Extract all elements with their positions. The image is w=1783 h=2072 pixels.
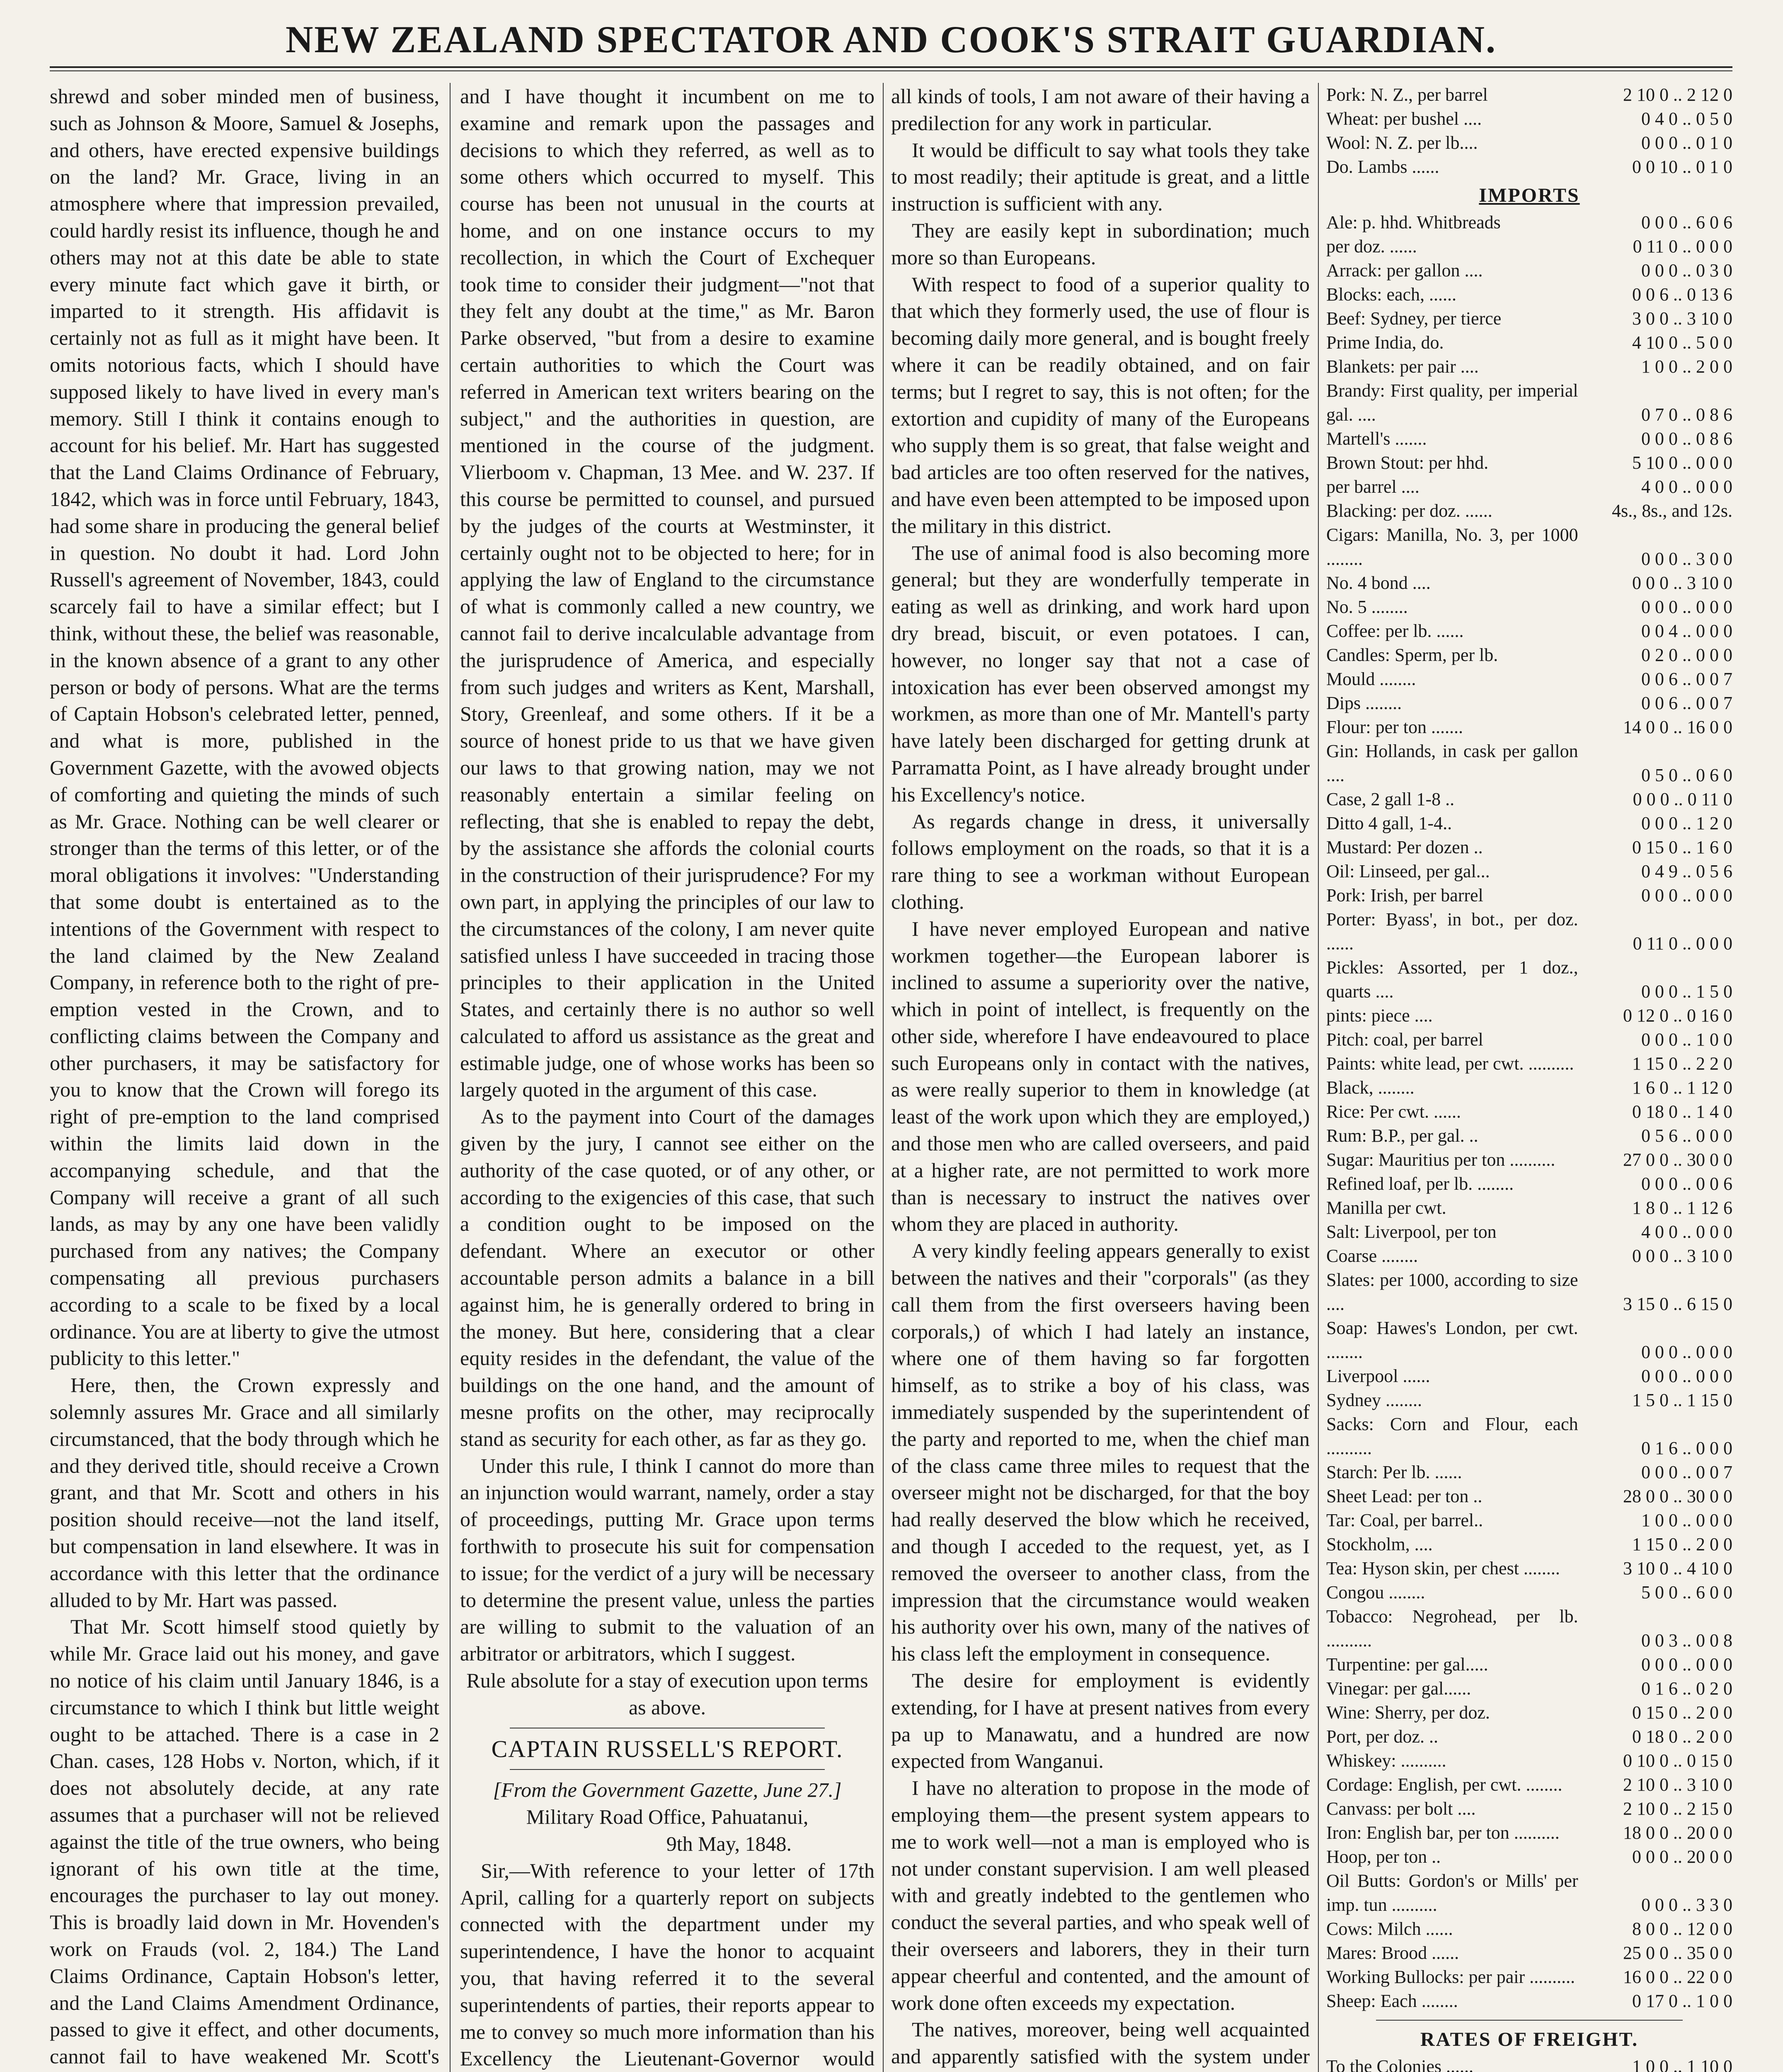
price-value: 5 10 0 .. 0 0 0 [1632, 453, 1732, 473]
price-row [1326, 1244, 1732, 1268]
price-value: 0 0 6 .. 0 0 7 [1641, 693, 1732, 713]
price-item: Soap: Hawes's London, per cwt. ........ [1326, 1318, 1578, 1362]
paragraph: That Mr. Scott himself stood quietly by while Mr. Grace laid out his money, and gave no notice of his claim until January 1846, is a circumstance to which I think but little weight ought to be attached. There is a case in 2 Chan. cases, 128 Hobs v. Norton, which, if it does not absolutely decide, at any rate assumes that a purchaser will not be relieved against the title of the true owners, who being ignorant of his own title at the time, encourages the purchaser to lay out money. This is broadly laid down in Mr. Hovenden's work on Frauds (vol. 2, 184.) The Land Claims Ordinance, Captain Hobson's letter, and the Land Claims Amendment Ordinance, passed to give it effect, and other documents, cannot fail to have weakened Mr. Scott's [50, 1615, 439, 2068]
price-item: Wool: N. Z. per lb.... [1326, 133, 1478, 153]
price-row [1326, 787, 1732, 811]
price-item: Mustard: Per dozen .. [1326, 837, 1483, 857]
price-row [1326, 884, 1732, 908]
price-row [1326, 499, 1732, 523]
price-value: 0 4 0 .. 0 5 0 [1641, 109, 1732, 129]
paragraph: Here, then, the Crown expressly and solemnly assures Mr. Grace and all similarly circumstanced, that the body through which he and they derived title, should receive a Crown grant, and that Mr. Scott and others in his position should receive—not the land itself, but compensation in land elsewhere. It was in accordance with this letter that the ordinance alluded to by Mr. Hart was passed. [50, 1373, 439, 1612]
price-value: 0 0 0 .. 0 8 6 [1641, 428, 1732, 449]
price-row [1326, 1148, 1732, 1172]
price-row [1326, 107, 1732, 131]
price-item: Ditto 4 gall, 1-4.. [1326, 813, 1452, 833]
price-row [1326, 595, 1732, 619]
price-row [1326, 667, 1732, 691]
price-row [1326, 1581, 1732, 1605]
price-item: Cigars: Manilla, No. 3, per 1000 ........ [1326, 525, 1578, 569]
price-item: Prime India, do. [1326, 332, 1444, 353]
price-row [1326, 1196, 1732, 1220]
paragraph: Under this rule, I think I cannot do more than an injunction would warrant, namely, order a stay of proceedings, putting Mr. Grace upon terms forthwith to prosecute his suit for compensation to issue; for the verdict of a jury will be necessary to determine the present value, unless the parties are willing to submit to the valuation of an arbitrator or arbitrators, which I suggest. [460, 1454, 875, 1665]
price-value: 2 10 0 .. 2 15 0 [1623, 1798, 1732, 1819]
price-value: 0 1 6 .. 0 0 0 [1641, 1438, 1732, 1458]
price-item: Blocks: each, ...... [1326, 284, 1457, 305]
price-item: No. 4 bond .... [1326, 573, 1431, 593]
price-value: 0 17 0 .. 1 0 0 [1632, 1991, 1732, 2011]
column-4 [1326, 83, 1732, 2072]
price-item: Liverpool ...... [1326, 1366, 1430, 1386]
price-row [1326, 1917, 1732, 1941]
price-item: Tobacco: Negrohead, per lb. .......... [1326, 1606, 1578, 1651]
paragraph: The use of animal food is also becoming more general; but they are wonderfully temperate in eating as well as drinking, and work hard upon dry bread, biscuit, or even potatoes. I can, however, no longer say that not a case of intoxication has ever been observed amongst my workmen, as more than one of Mr. Mantell's party have lately been discharged for getting drunk at Parramatta Point, as I have already brought under his Excellency's notice. [891, 541, 1310, 806]
price-value: 0 0 6 .. 0 13 6 [1632, 284, 1732, 305]
price-value: 2 10 0 .. 2 12 0 [1623, 85, 1732, 105]
price-row [1326, 331, 1732, 355]
price-item: Gin: Hollands, in cask per gallon .... [1326, 741, 1578, 785]
price-value: 4 10 0 .. 5 0 0 [1632, 332, 1732, 353]
price-row [1326, 235, 1732, 259]
price-value: 1 8 0 .. 1 12 6 [1632, 1198, 1732, 1218]
price-row [1326, 1388, 1732, 1412]
masthead: NEW ZEALAND SPECTATOR AND COOK'S STRAIT GUARDIAN. [50, 12, 1732, 68]
price-item: Port, per doz. .. [1326, 1726, 1439, 1747]
price-row [1326, 1412, 1732, 1460]
price-row [1326, 1316, 1732, 1364]
price-item: Dips ........ [1326, 693, 1402, 713]
price-value: 0 0 0 .. 0 0 0 [1641, 1366, 1732, 1386]
price-row [1326, 1941, 1732, 1965]
price-value: 0 1 6 .. 0 2 0 [1641, 1678, 1732, 1699]
report-office: Military Road Office, Pahuatanui, [526, 1805, 809, 1829]
price-row [1326, 307, 1732, 331]
column-divider [450, 83, 451, 2072]
paragraph: Sir,—With reference to your letter of 17th April, calling for a quarterly report on subjects connected with the department under my superintendence, I have the honor to acquaint you, that having referred it to the several superintendents of parties, their reports appear to me to convey so much more information than his Excellency the Lieutenant-Governor would [460, 1859, 875, 2070]
price-row [1326, 691, 1732, 715]
price-item: Working Bullocks: per pair .......... [1326, 1967, 1575, 1987]
price-item: Brandy: First quality, per imperial gal. .... [1326, 380, 1578, 425]
price-row [1326, 908, 1732, 956]
price-item: Blankets: per pair .... [1326, 356, 1479, 377]
price-row [1326, 1605, 1732, 1653]
price-row [1326, 283, 1732, 307]
price-item: Wheat: per bushel .... [1326, 109, 1482, 129]
price-item: Beef: Sydney, per tierce [1326, 308, 1502, 329]
price-value: 0 0 0 .. 0 3 0 [1641, 260, 1732, 281]
price-item: Sugar: Mauritius per ton .......... [1326, 1150, 1555, 1170]
price-value: 0 0 10 .. 0 1 0 [1632, 157, 1732, 177]
price-item: Candles: Sperm, per lb. [1326, 645, 1498, 665]
price-row [1326, 811, 1732, 835]
imports-title: IMPORTS [1479, 184, 1580, 206]
price-value: 0 0 0 .. 3 3 0 [1641, 1895, 1732, 1915]
price-item: Black, ........ [1326, 1077, 1415, 1098]
price-value: 0 11 0 .. 0 0 0 [1633, 236, 1732, 257]
paragraph: I have no alteration to propose in the mode of employing them—the present system appears to me to work well—not a man is employed who is not under constant supervision. I am well pleased with and greatly indebted to the gentlemen who conduct the several parties, and who speak well of their overseers and laborers, they in their turn appear cheerful and contented, and the amount of work done often exceeds my expectation. [891, 1776, 1310, 2014]
price-row [1326, 1869, 1732, 1917]
price-item: per doz. ...... [1326, 236, 1417, 257]
price-row [1326, 1989, 1732, 2013]
report-date: 9th May, 1848. [666, 1832, 792, 1855]
price-value: 0 2 0 .. 0 0 0 [1641, 645, 1732, 665]
price-item: Turpentine: per gal..... [1326, 1654, 1488, 1675]
rule-absolute: Rule absolute for a stay of execution upon terms as above. [466, 1669, 868, 1719]
price-item: Sheep: Each ........ [1326, 1991, 1458, 2011]
price-value: 2 10 0 .. 3 10 0 [1623, 1774, 1732, 1795]
price-value: 0 0 3 .. 0 0 8 [1641, 1630, 1732, 1651]
price-value: 0 0 0 .. 3 0 0 [1641, 549, 1732, 569]
price-item: Pork: N. Z., per barrel [1326, 85, 1488, 105]
price-row [1326, 1845, 1732, 1869]
paragraph: and I have thought it incumbent on me to examine and remark upon the passages and decisions to which they referred, as well as to some others which occurred to myself. This course has been not unusual in the courts at home, and on one instance occurs to my recollection, in which the Court of Exchequer took time to consider their judgment—"not that they felt any doubt at the time," as Mr. Baron Parke observed, "but from a desire to examine certain authorities to which the Court was referred in American text writers bearing on the subject," and the authorities in question, are mentioned in the course of the judgment. Vlierboom v. Chapman, 13 Mee. and W. 237. If this course be permitted to counsel, and pursued by the judges of the courts at Westminster, it certainly ought not to be objected to here; for in applying the law of England to the circumstance of what is commonly called a new country, we cannot fail to derive incalculable advantage from the jurisprudence of America, and especially from such judges and writers as Kent, Marshall, Story, Greenleaf, and some others. If it be a source of honest pride to us that we have given our laws to that growing nation, may we not reasonably entertain a similar feeling on reflecting, that she is enabled to repay the debt, by the assistance she affords the colonial courts in the construction of their jurisprudence? For my own part, in applying the principles of our law to the circumstances of the colony, I am never quite satisfied unless I have succeeded in tracing those principles to their application in the United States, and certainly there is no author so well calculated to afford us assistance as the great and estimable judge, one of whose works has been so largely quoted in the argument of this case. [460, 85, 875, 1101]
price-item: Tea: Hyson skin, per chest ........ [1326, 1558, 1560, 1578]
section-rule [510, 1769, 825, 1770]
price-row [1326, 643, 1732, 667]
price-value: 0 0 6 .. 0 0 7 [1641, 669, 1732, 689]
price-value: 0 15 0 .. 2 0 0 [1632, 1702, 1732, 1723]
price-item: No. 5 ........ [1326, 597, 1408, 617]
price-item: Canvass: per bolt .... [1326, 1798, 1476, 1819]
price-item: Rice: Per cwt. ...... [1326, 1101, 1461, 1122]
price-row [1326, 1556, 1732, 1581]
price-item: Pork: Irish, per barrel [1326, 885, 1483, 905]
price-value: 0 0 0 .. 0 0 0 [1641, 885, 1732, 905]
paragraph: As to the payment into Court of the damages given by the jury, I cannot see either on the authority of the case quoted, or of any other, or according to the exigencies of this case, that such a condition ought to be imposed on the defendant. Where an executor or other accountable person admits a balance in a bill against him, he is generally ordered to bring in the money. But here, considering that a clear equity resides in the defendant, the value of the buildings on the one hand, and the amount of mesne profits on the other, may reciprocally stand as security for each other, as far as they go. [460, 1105, 875, 1450]
price-item: Oil Butts: Gordon's or Mills' per imp. tun .......... [1326, 1871, 1578, 1915]
price-item: Mould ........ [1326, 669, 1416, 689]
paragraph: They are easily kept in subordination; much more so than Europeans. [891, 218, 1310, 269]
price-row [1326, 379, 1732, 427]
price-value: 28 0 0 .. 30 0 0 [1623, 1486, 1732, 1506]
column-3 [891, 83, 1310, 2072]
price-row [1326, 83, 1732, 107]
price-value: 0 11 0 .. 0 0 0 [1633, 933, 1732, 954]
price-item: Coffee: per lb. ...... [1326, 621, 1464, 641]
price-value: 0 0 0 .. 0 0 6 [1641, 1174, 1732, 1194]
price-item: Manilla per cwt. [1326, 1198, 1446, 1218]
price-row [1326, 1220, 1732, 1244]
price-item: Pickles: Assorted, per 1 doz., quarts .... [1326, 957, 1578, 1002]
price-row [1326, 1532, 1732, 1556]
price-item: Starch: Per lb. ...... [1326, 1462, 1462, 1482]
price-item: Pitch: coal, per barrel [1326, 1029, 1483, 1050]
price-row [1326, 1052, 1732, 1076]
price-item: Brown Stout: per hhd. [1326, 453, 1489, 473]
price-value: 1 5 0 .. 1 15 0 [1632, 1390, 1732, 1410]
paragraph: The desire for employment is evidently extending, for I have at present natives from every pa up to Manawatu, and a hundred are now expected from Wanganui. [891, 1669, 1310, 1773]
price-row [1326, 427, 1732, 451]
price-item: Arrack: per gallon .... [1326, 260, 1483, 281]
price-value: 25 0 0 .. 35 0 0 [1623, 1943, 1732, 1963]
price-row [1326, 523, 1732, 571]
price-item: Porter: Byass', in bot., per doz. ...... [1326, 909, 1578, 954]
masthead-rule [50, 70, 1732, 71]
price-item: Whiskey: .......... [1326, 1750, 1446, 1771]
price-value: 0 18 0 .. 1 4 0 [1632, 1101, 1732, 1122]
price-value: 0 0 0 .. 3 10 0 [1632, 573, 1732, 593]
price-row [1326, 1725, 1732, 1749]
price-value: 1 0 0 .. 0 0 0 [1641, 1510, 1732, 1530]
price-row [1326, 1653, 1732, 1677]
price-value: 16 0 0 .. 22 0 0 [1623, 1967, 1732, 1987]
price-item: Congou ........ [1326, 1582, 1425, 1602]
price-value: 0 0 0 .. 1 2 0 [1641, 813, 1732, 833]
column-divider [1318, 83, 1319, 2072]
price-row [1326, 1364, 1732, 1388]
price-value: 1 15 0 .. 2 0 0 [1632, 1534, 1732, 1554]
price-item: Sydney ........ [1326, 1390, 1422, 1410]
paragraph: A very kindly feeling appears generally to exist between the natives and their "corporals" (as they call them from the first overseers having been corporals,) of which I had lately an instance, where one of them having so far forgotten himself, as to strike a boy of his class, was immediately suspended by the superintendent of the party and reported to me, when the chief man of the class came three miles to request that the overseer might not be discharged, for that the boy had really deserved the blow which he received, and though I acceded to the request, yet, as I removed the overseer to another class, from the impression that the circumstance would weaken his authority over his own, many of the natives of his class left the employment in consequence. [891, 1239, 1310, 1665]
price-value: 0 15 0 .. 1 6 0 [1632, 837, 1732, 857]
price-row [1326, 1460, 1732, 1484]
price-value: 0 0 0 .. 0 0 7 [1641, 1462, 1732, 1482]
price-row [1326, 835, 1732, 859]
report-source: [From the Government Gazette, June 27.] [493, 1778, 842, 1802]
price-row [1326, 1965, 1732, 1989]
price-value: 0 0 0 .. 6 0 6 [1641, 212, 1732, 232]
price-value: 0 0 0 .. 0 0 0 [1641, 1654, 1732, 1675]
price-row [1326, 619, 1732, 643]
price-value: 8 0 0 .. 12 0 0 [1632, 1919, 1732, 1939]
price-row [1326, 1172, 1732, 1196]
price-row [1326, 1004, 1732, 1028]
price-item: Salt: Liverpool, per ton [1326, 1222, 1497, 1242]
price-value: 3 0 0 .. 3 10 0 [1632, 308, 1732, 329]
price-value: 0 0 0 .. 3 10 0 [1632, 1246, 1732, 1266]
price-value: 0 4 9 .. 0 5 6 [1641, 861, 1732, 881]
price-value: 14 0 0 .. 16 0 0 [1623, 717, 1732, 737]
price-row [1326, 1484, 1732, 1508]
price-item: per barrel .... [1326, 477, 1420, 497]
price-row [1326, 1701, 1732, 1725]
price-value: 0 5 6 .. 0 0 0 [1641, 1126, 1732, 1146]
column-2 [460, 83, 875, 2072]
price-value: 0 0 0 .. 0 0 0 [1641, 597, 1732, 617]
price-item: Oil: Linseed, per gal... [1326, 861, 1490, 881]
price-row [1326, 739, 1732, 787]
price-value: 18 0 0 .. 20 0 0 [1623, 1823, 1732, 1843]
paragraph: all kinds of tools, I am not aware of their having a predilection for any work in particular. [891, 85, 1310, 135]
price-row [1326, 155, 1732, 179]
price-value: 4 0 0 .. 0 0 0 [1641, 477, 1732, 497]
price-item: Wine: Sherry, per doz. [1326, 1702, 1490, 1723]
price-item: pints: piece .... [1326, 1005, 1433, 1026]
price-value: 1 0 0 .. 2 0 0 [1641, 356, 1732, 377]
imports-table [1326, 211, 1732, 2013]
price-value: 1 15 0 .. 2 2 0 [1632, 1053, 1732, 1074]
price-value: 0 0 0 .. 0 1 0 [1641, 133, 1732, 153]
price-value: 0 0 0 .. 0 11 0 [1633, 789, 1732, 809]
price-row [1326, 475, 1732, 499]
price-item: To the Colonies ...... [1326, 2056, 1474, 2072]
price-row [1326, 859, 1732, 884]
price-value: 0 0 0 .. 0 0 0 [1641, 1342, 1732, 1362]
price-value: 5 0 0 .. 6 0 0 [1641, 1582, 1732, 1602]
price-value: 3 15 0 .. 6 15 0 [1623, 1294, 1732, 1314]
price-row [1326, 451, 1732, 475]
price-row [1326, 211, 1732, 235]
price-value: 0 0 0 .. 1 5 0 [1641, 981, 1732, 1002]
price-item: Sheet Lead: per ton .. [1326, 1486, 1483, 1506]
price-item: Tar: Coal, per barrel.. [1326, 1510, 1483, 1530]
price-item: Martell's ....... [1326, 428, 1427, 449]
price-value: 0 10 0 .. 0 15 0 [1623, 1750, 1732, 1771]
pre-imports-table [1326, 83, 1732, 179]
price-item: Stockholm, .... [1326, 1534, 1433, 1554]
price-item: Refined loaf, per lb. ........ [1326, 1174, 1514, 1194]
price-row [1326, 956, 1732, 1004]
price-row [1326, 2055, 1732, 2072]
report-headline: CAPTAIN RUSSELL'S REPORT. [491, 1735, 843, 1762]
price-item: Coarse ........ [1326, 1246, 1418, 1266]
price-value: 27 0 0 .. 30 0 0 [1623, 1150, 1732, 1170]
price-item: Cows: Milch ...... [1326, 1919, 1453, 1939]
price-value: 3 10 0 .. 4 10 0 [1623, 1558, 1732, 1578]
price-value: 4s., 8s., and 12s. [1612, 501, 1732, 521]
price-row [1326, 131, 1732, 155]
price-row [1326, 1124, 1732, 1148]
price-value: 0 0 0 .. 20 0 0 [1632, 1847, 1732, 1867]
price-item: Ale: p. hhd. Whitbreads [1326, 212, 1501, 232]
price-row [1326, 1677, 1732, 1701]
paragraph: I have never employed European and native workmen together—the European laborer is inclined to assume a superiority over the native, which in point of intellect, is frequently on the other side, wherefore I have endeavoured to place such Europeans only in contact with the natives, as were really superior to them in knowledge (at least of the work upon which they are employed,) and those men who are called overseers, and paid at a higher rate, are not permitted to work more than is necessary to instruct the natives over whom they are placed in authority. [891, 917, 1310, 1236]
price-row [1326, 1821, 1732, 1845]
price-row [1326, 1268, 1732, 1316]
price-row [1326, 1508, 1732, 1532]
price-value: 4 0 0 .. 0 0 0 [1641, 1222, 1732, 1242]
paragraph: With respect to food of a superior quality to that which they formerly used, the use of flour is becoming daily more general, and is bought freely where it can be readily obtained, and on fair terms; but I regret to say, this is not often; for the extortion and cupidity of many of the Europeans who supply them is so great, that false weight and bad articles are too often reserved for the natives, and have even been attempted to be imposed upon the military in this district. [891, 272, 1310, 537]
price-item: Mares: Brood ...... [1326, 1943, 1459, 1963]
price-item: Vinegar: per gal...... [1326, 1678, 1471, 1699]
price-value: 0 18 0 .. 2 0 0 [1632, 1726, 1732, 1747]
price-row [1326, 259, 1732, 283]
paragraph: It would be difficult to say what tools they take to most readily; their aptitude is great, and a little instruction is sufficient with any. [891, 138, 1310, 215]
price-row [1326, 355, 1732, 379]
price-value: 1 0 0 .. 1 10 0 [1632, 2056, 1732, 2072]
price-row [1326, 1028, 1732, 1052]
price-row [1326, 571, 1732, 595]
price-value: 0 0 0 .. 1 0 0 [1641, 1029, 1732, 1050]
price-value: 0 0 4 .. 0 0 0 [1641, 621, 1732, 641]
freight-title: RATES OF FREIGHT. [1420, 2028, 1639, 2050]
price-value: 1 6 0 .. 1 12 0 [1632, 1077, 1732, 1098]
freight-table [1326, 2055, 1732, 2072]
price-row [1326, 1100, 1732, 1124]
column-divider [883, 83, 884, 2072]
price-item: Iron: English bar, per ton .......... [1326, 1823, 1560, 1843]
price-item: Flour: per ton ....... [1326, 717, 1463, 737]
price-item: Case, 2 gall 1-8 .. [1326, 789, 1455, 809]
paragraph: The natives, moreover, being well acquainted and apparently satisfied with the system under [891, 2018, 1310, 2068]
price-item: Slates: per 1000, according to size .... [1326, 1270, 1578, 1314]
price-row [1326, 715, 1732, 739]
price-value: 0 12 0 .. 0 16 0 [1623, 1005, 1732, 1026]
price-value: 0 5 0 .. 0 6 0 [1641, 765, 1732, 785]
column-1 [50, 83, 439, 2072]
price-item: Hoop, per ton .. [1326, 1847, 1441, 1867]
price-item: Cordage: English, per cwt. ........ [1326, 1774, 1563, 1795]
paragraph: shrewd and sober minded men of business, such as Johnson & Moore, Samuel & Josephs, and others, have erected expensive buildings on the land? Mr. Grace, living in an atmosphere where that impression prevailed, could hardly resist its influence, though he and others may not at this date be able to state every minute fact which gave it birth, or imparted to it strength. His affidavit is certainly not as full as it might have been. It omits notorious facts, which I should have supposed likely to have lived in every man's memory. Still I think it contains enough to account for his belief. Mr. Hart has suggested that the Land Claims Ordinance of February, 1842, which was in force until February, 1843, had some share in producing the general belief in question. No doubt it had. Lord John Russell's agreement of November, 1843, could scarcely fail to have a similar effect; but I think, without these, the belief was reasonable, in the known absence of a grant to any other person or body of persons. What are the terms of Captain Hobson's celebrated letter, penned, and what is more, published in the Government Gazette, with the avowed objects of comforting and quieting the minds of such as Mr. Grace. Nothing can be well clearer or stronger than the terms of this letter, or of the moral obligations it involves: "Understanding that some doubt is entertained as to the intentions of the Government with respect to the land claimed by the New Zealand Company, in reference both to the right of pre-emption vested in the Crown, and to conflicting claims between the Company and other purchasers, it may be satisfactory for you to know that the Crown will forego its right of pre-emption to the land comprised within the limits laid down in the accompanying schedule, and that the Company will receive a grant of all such lands, as may by any one have been validly purchased from any natives; the Company compensating all previous purchasers according to a scale to be fixed by a local ordinance. You are at liberty to give the utmost publicity to this letter." [50, 85, 439, 1370]
price-item: Sacks: Corn and Flour, each .......... [1326, 1414, 1578, 1458]
price-item: Do. Lambs ...... [1326, 157, 1439, 177]
price-row [1326, 1797, 1732, 1821]
price-row [1326, 1749, 1732, 1773]
price-row [1326, 1076, 1732, 1100]
section-rule [1376, 2020, 1683, 2021]
price-row [1326, 1773, 1732, 1797]
price-item: Paints: white lead, per cwt. .......... [1326, 1053, 1574, 1074]
paragraph: As regards change in dress, it universally follows employment on the roads, so that it is a rare thing to see a workman without European clothing. [891, 809, 1310, 913]
price-item: Blacking: per doz. ...... [1326, 501, 1492, 521]
price-item: Rum: B.P., per gal. .. [1326, 1126, 1478, 1146]
price-value: 0 7 0 .. 0 8 6 [1641, 404, 1732, 425]
